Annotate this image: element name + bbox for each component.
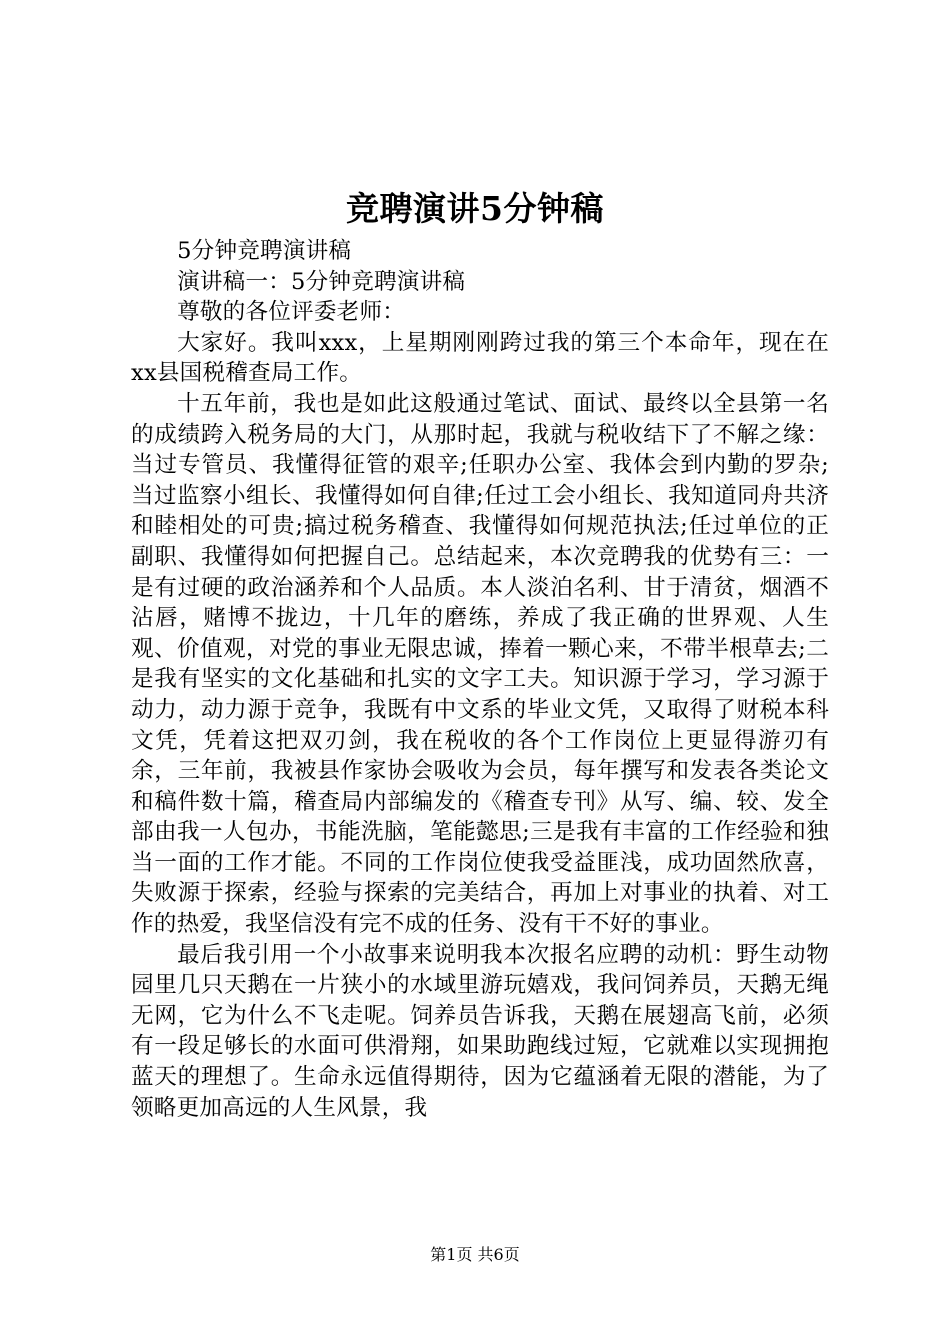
- document-body: [131, 236, 829, 1123]
- paragraph-subtitle: 5分钟竞聘演讲稿: [177, 238, 352, 264]
- paragraph-greeting: 大家好。我叫xxx，上星期刚刚跨过我的第三个本命年，现在在xx县国税稽查局工作。: [131, 329, 829, 387]
- document-title: 竞聘演讲5分钟稿: [346, 189, 604, 228]
- page-footer: 第1页 共6页: [430, 1245, 520, 1264]
- paragraph-experience: 十五年前，我也是如此这般通过笔试、面试、最终以全县第一名的成绩跨入税务局的大门，从那时起，我就与税收结下了不解之缘：当过专管员、我懂得征管的艰辛;任职办公室、我体会到内勤的罗杂;当过监察小组长、我懂得如何自律;任过工会小组长、我知道同舟共济和睦相处的可贵;搞过税务稽查、我懂得如何规范执法;任过单位的正副职、我懂得如何把握自己。总结起来，本次竞聘我的优势有三：一是有过硬的政治涵养和个人品质。本人淡泊名利、甘于清贫，烟酒不沾唇，赌博不拢边，十几年的磨练，养成了我正确的世界观、人生观、价值观，对党的事业无限忠诚，捧着一颗心来，不带半根草去;二是我有坚实的文化基础和扎实的文字工夫。知识源于学习，学习源于动力，动力源于竞争，我既有中文系的毕业文凭，又取得了财税本科文凭，凭着这把双刃剑，我在税收的各个工作岗位上更显得游刃有余，三年前，我被县作家协会吸收为会员，每年撰写和发表各类论文和稿件数十篇，稽查局内部编发的《稽查专刊》从写、编、较、发全部由我一人包办，书能洗脑，笔能懿思;三是我有丰富的工作经验和独当一面的工作才能。不同的工作岗位使我受益匪浅，成功固然欣喜，失败源于探索，经验与探索的完美结合，再加上对事业的执着、对工作的热爱，我坚信没有完不成的任务、没有干不好的事业。: [131, 390, 829, 938]
- paragraph-salutation: 尊敬的各位评委老师：: [177, 299, 406, 326]
- paragraph-heading: 演讲稿一：5分钟竞聘演讲稿: [177, 268, 466, 295]
- paragraph-story: 最后我引用一个小故事来说明我本次报名应聘的动机：野生动物园里几只天鹅在一片狭小的水域里游玩嬉戏，我问饲养员，天鹅无绳无网，它为什么不飞走呢。饲养员告诉我，天鹅在展翅高飞前，必须有一段足够长的水面可供滑翔，如果助跑线过短，它就难以实现拥抱蓝天的理想了。生命永远值得期待，因为它蕴涵着无限的潜能，为了领略更加高远的人生风景，我: [131, 941, 829, 1121]
